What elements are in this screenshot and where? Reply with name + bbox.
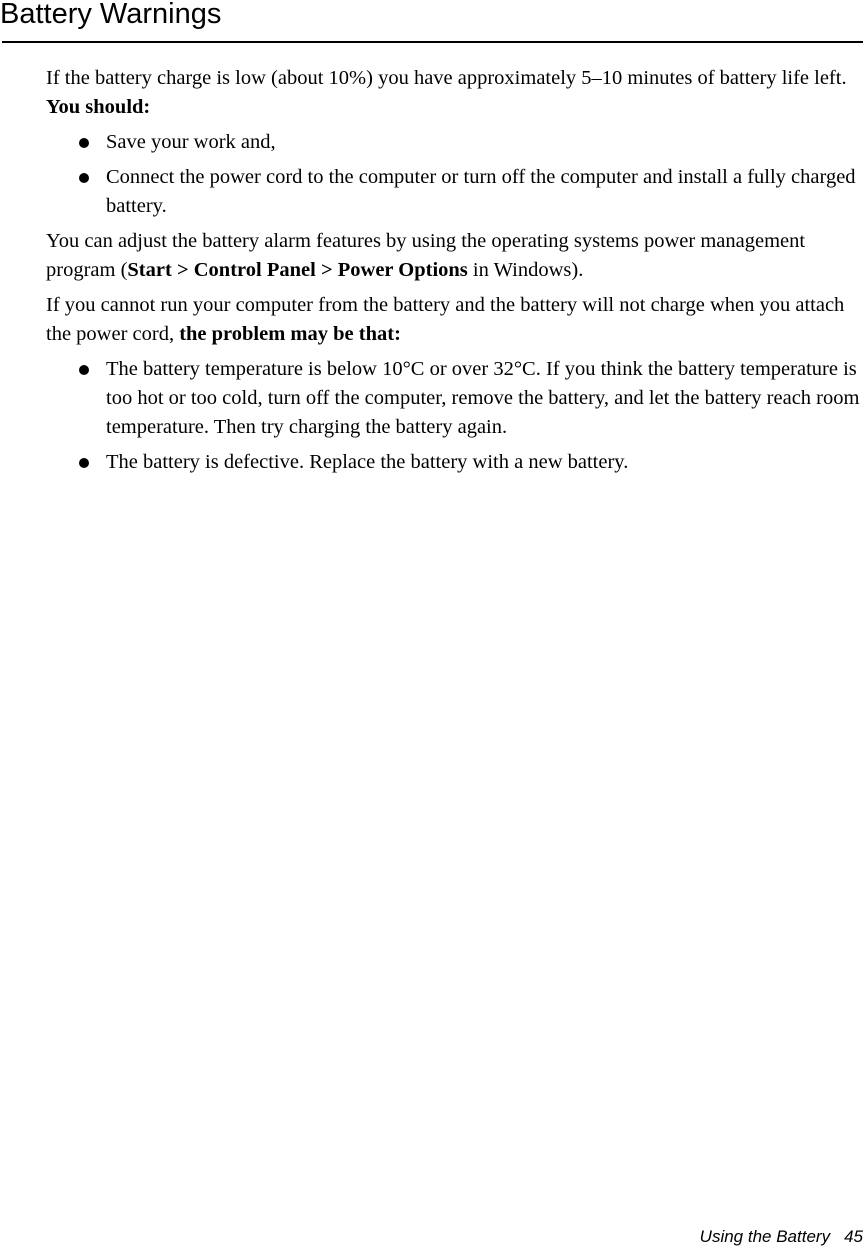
page-footer bbox=[700, 1226, 863, 1248]
page-heading: Battery Warnings bbox=[0, 0, 222, 30]
page-content bbox=[46, 64, 864, 483]
no-charge-paragraph bbox=[46, 291, 864, 349]
no-charge-bullet-list bbox=[46, 355, 864, 477]
menu-path-control-panel: Control Panel bbox=[193, 259, 316, 281]
menu-path-power-options: Power Options bbox=[337, 259, 468, 281]
alarm-text-before: You can adjust the battery alarm features by using the operating systems power management program ( bbox=[46, 230, 806, 281]
menu-path-start: Start bbox=[127, 259, 172, 281]
menu-path-separator: > bbox=[320, 259, 333, 281]
low-charge-intro: If the battery charge is low (about 10%) you have approximately 5–10 minutes of battery life left. bbox=[46, 67, 847, 89]
heading-rule bbox=[2, 41, 863, 43]
bullet-icon bbox=[79, 458, 89, 468]
page-number: 45 bbox=[844, 1227, 863, 1246]
list-item bbox=[46, 128, 864, 157]
menu-path-separator: > bbox=[176, 259, 189, 281]
low-charge-paragraph bbox=[46, 64, 864, 122]
no-charge-lead: the problem may be that: bbox=[179, 323, 401, 345]
bullet-icon bbox=[79, 365, 89, 375]
list-item-text: The battery is defective. Replace the battery with a new battery. bbox=[106, 451, 629, 473]
alarm-text-after: in Windows). bbox=[472, 259, 584, 281]
list-item bbox=[46, 355, 864, 442]
footer-section-title: Using the Battery bbox=[699, 1227, 831, 1246]
list-item bbox=[46, 448, 864, 477]
bullet-icon bbox=[79, 173, 89, 183]
bullet-icon bbox=[79, 138, 89, 148]
list-item-text: Connect the power cord to the computer or turn off the computer and install a fully charged battery. bbox=[106, 166, 856, 217]
list-item bbox=[46, 163, 864, 221]
low-charge-bullet-list bbox=[46, 128, 864, 221]
alarm-paragraph bbox=[46, 227, 864, 285]
list-item-text: The battery temperature is below 10°C or over 32°C. If you think the battery temperature is too hot or too cold, turn off the computer, remove the battery, and let the battery reach room temperature. Then try charging the battery again. bbox=[106, 358, 860, 438]
list-item-text: Save your work and, bbox=[106, 131, 276, 153]
low-charge-lead: You should: bbox=[46, 96, 151, 118]
no-charge-intro: If you cannot run your computer from the battery and the battery will not charge when you attach the power cord, bbox=[46, 294, 845, 345]
